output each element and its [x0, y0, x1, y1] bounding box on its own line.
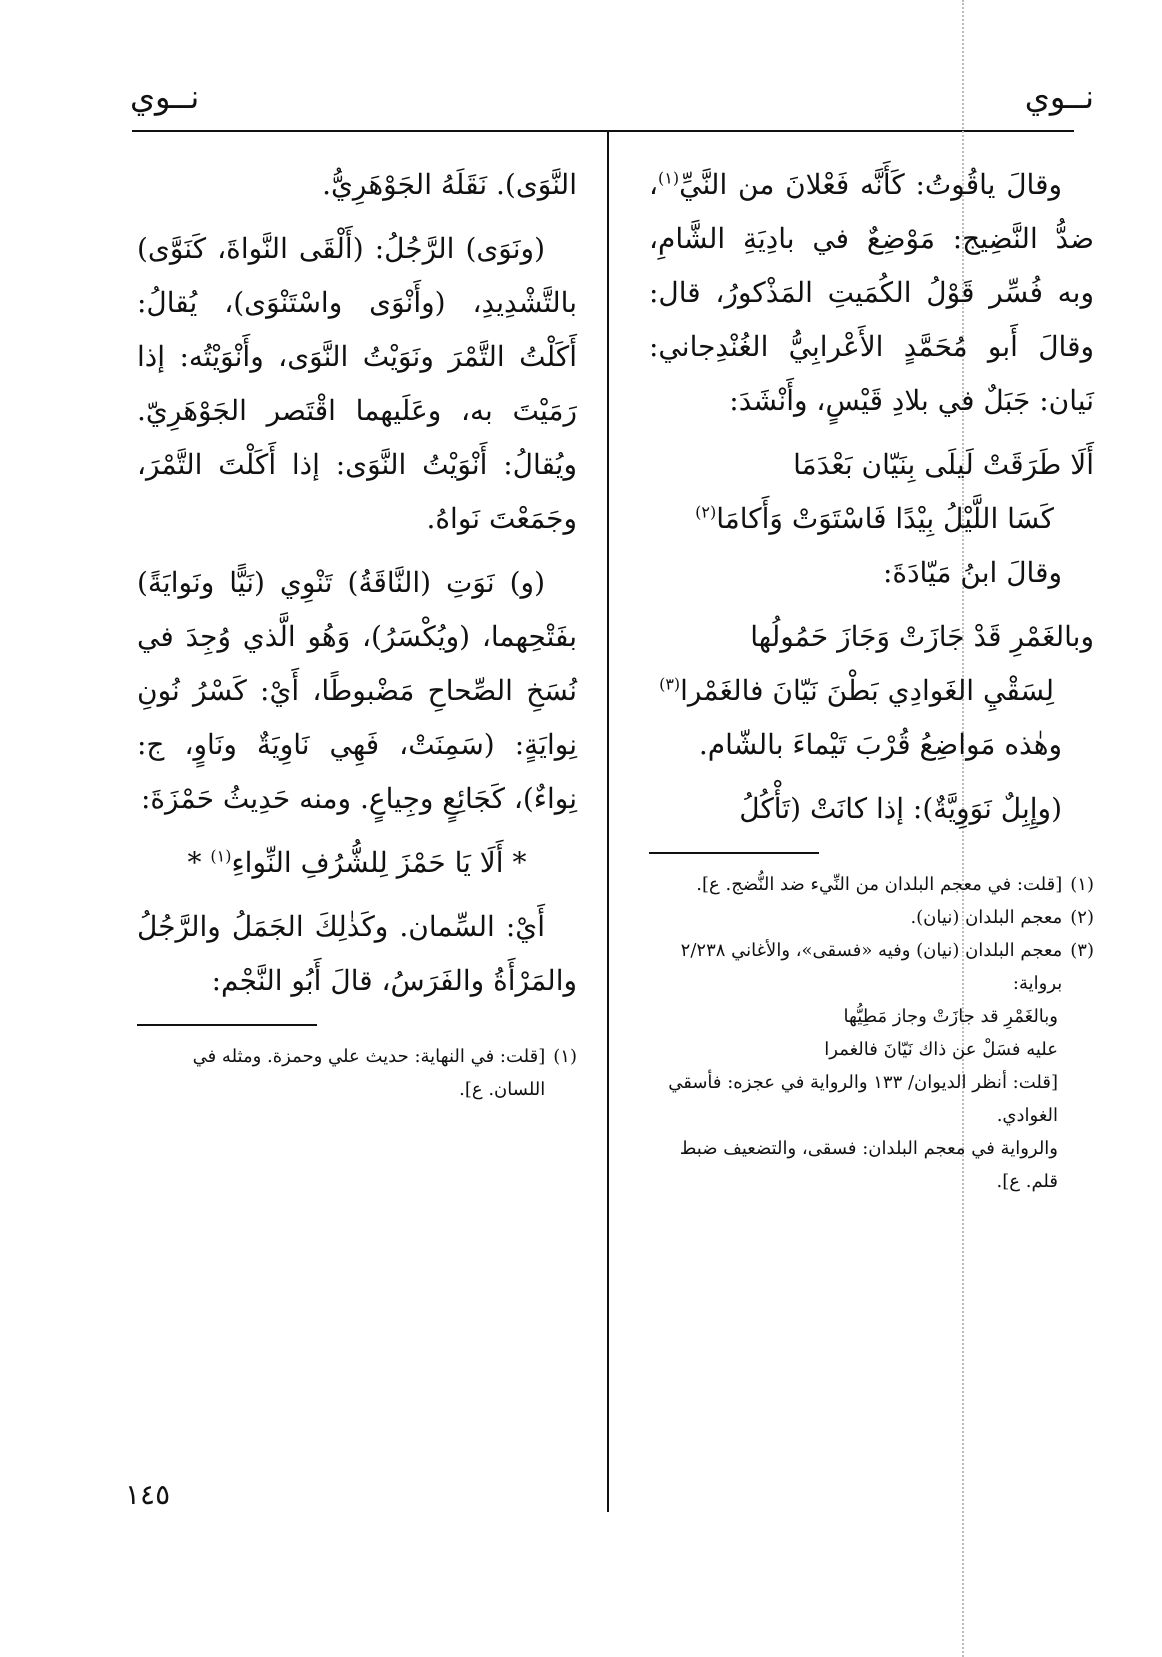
running-head-left: نــوي — [130, 78, 200, 116]
footnote-text: معجم البلدان (نيان) وفيه «فسقى»، والأغاني ٢/٢٣٨ برواية: — [680, 940, 1063, 994]
verse-text: * أَلَا يَا حَمْزَ لِلشُّرُفِ النِّواءِ — [231, 846, 527, 879]
footnote-text: [قلت: في معجم البلدان من النِّيء ضد النُّضج. ع]. — [696, 874, 1063, 895]
paragraph-nawa: النَّوَى). نَقَلَهُ الجَوْهَرِيُّ. — [322, 168, 577, 201]
verse-line — [649, 664, 1094, 718]
verse-line: وبالغَمْرِ قَدْ جَازَتْ وَجَازَ حَمُولُها — [750, 620, 1094, 653]
footnote-marker: (١) — [658, 168, 680, 188]
header-rule — [132, 130, 1074, 132]
paragraph-siman: أَيْ: السِّمان. وكَذٰلِكَ الجَمَلُ والرَّجُلُ والمَرْأَةُ والفَرَسُ، قالَ أَبُو النَّجْم: — [137, 910, 577, 997]
footnote-rule — [649, 852, 819, 854]
verse-line — [137, 836, 577, 890]
running-head-right: نــوي — [1024, 78, 1094, 116]
footnote-rule — [137, 1024, 317, 1026]
footnote-marker: (٢) — [695, 502, 717, 522]
paragraph-ibil: (وإِبِلٌ نَوَوِيَّةٌ): إذا كانَتْ (تَأْكُلُ — [739, 792, 1062, 825]
page-number: ١٤٥ — [125, 1478, 171, 1511]
footnote-marker: (١) — [210, 846, 232, 866]
footnote — [137, 1040, 577, 1106]
paragraph-places: وهٰذه مَواضِعُ قُرْبَ تَيْماءَ بالشّام. — [698, 728, 1062, 761]
paragraph-nawat-naqa: (و) نَوَتِ (النَّاقَةُ) تَنْوِي (نَيًّا ونَوايَةً) بفَتْحِهما، (ويُكْسَرُ)، وَهُو الَّذي وُجِدَ في نُسَخِ الصِّحاحِ مَضْبوطًا، أَيْ: كَسْرُ نُونِ نِوايَةٍ: (سَمِنَتْ، فَهِي نَاوِيَةٌ ونَاوٍ، ج: نِواءٌ)، كَجَائِعٍ وجِياعٍ. ومنه حَدِيثُ حَمْزَةَ: — [137, 566, 577, 815]
footnote-text: معجم البلدان (نيان). — [910, 907, 1063, 928]
footnote-number: (٣) — [1070, 940, 1094, 961]
paragraph-ibn-mayyada: وقالَ ابنُ مَيّادَةَ: — [882, 556, 1062, 589]
footnote — [649, 934, 1094, 1000]
paragraph-text: ، ضدُّ النَّضِيج: مَوْضِعٌ في بادِيَةِ الشَّامِ، وبه فُسِّر قَوْلُ الكُمَيتِ المَذْكورُ، قال: وقالَ أَبو مُحَمَّدٍ الأَعْرابِيُّ الغُنْدِجاني: نَيان: جَبَلٌ في بلادِ قَيْسٍ، وأَنْشَدَ: — [649, 168, 1094, 417]
paragraph-yaqut — [649, 158, 1094, 428]
footnote-number: (٢) — [1070, 907, 1094, 928]
paragraph-text: وقالَ ياقُوتُ: كَأَنَّه فَعْلانَ من النَّيِّ — [679, 168, 1062, 201]
paragraph-nawa-rajul: (ونَوَى) الرَّجُلُ: (أَلْقَى النَّواةَ، كَنَوَّى) بالتَّشْدِيدِ، (وأَنْوَى واسْتَنْوَى)، يُقالُ: أَكَلْتُ التَّمْرَ ونَوَيْتُ النَّوَى، وأَنْوَيْتُه: إذا رَمَيْتَ به، وعَلَيهما اقْتَصر الجَوْهَرِيّ. ويُقالُ: أَنْوَيْتُ النَّوَى: إذا أَكَلْتَ التَّمْرَ، وجَمَعْتَ نَواهُ. — [137, 232, 577, 535]
verse-line — [649, 492, 1094, 546]
footnote-note: والرواية في معجم البلدان: فسقى، والتضعيف ضبط قلم. ع]. — [679, 1138, 1058, 1192]
footnote-text: [قلت: في النهاية: حديث علي وحمزة. ومثله في اللسان. ع]. — [192, 1046, 546, 1100]
right-column-body — [649, 158, 1094, 836]
footnote-verse: عليه فسَلْ عن ذاك نَيّانَ فالغمرا — [824, 1039, 1058, 1060]
footnote-verse: وبالغَمْرِ قد جازَتْ وجاز مَطِيُّها — [843, 1006, 1058, 1027]
footnote — [649, 901, 1094, 934]
footnote-marker: (٣) — [659, 674, 681, 694]
verse-text: لِسَقْيِ الغَوادِي بَطْنَ نَيّانَ فالغَمْرا — [680, 674, 1054, 707]
left-column — [137, 158, 577, 1106]
footnote-note: [قلت: أنظر الديوان/ ١٣٣ والرواية في عجزه: فأسقي الغوادي. — [668, 1072, 1058, 1126]
left-footnotes — [137, 1040, 577, 1106]
left-column-body — [137, 158, 577, 1008]
verse-star: * — [187, 846, 211, 879]
verse-text: كَسَا اللَّيْلُ بِيْدًا فَاسْتَوَتْ وَأَكامَا — [716, 502, 1054, 535]
verse-line: أَلَا طَرَقَتْ لَيلَى بِنَيّان بَعْدَمَا — [793, 448, 1094, 481]
footnote-number: (١) — [553, 1046, 577, 1067]
right-column — [649, 158, 1094, 1198]
footnote-number: (١) — [1070, 874, 1094, 895]
footnote — [649, 868, 1094, 901]
column-divider — [607, 132, 609, 1512]
right-footnotes — [649, 868, 1094, 1198]
